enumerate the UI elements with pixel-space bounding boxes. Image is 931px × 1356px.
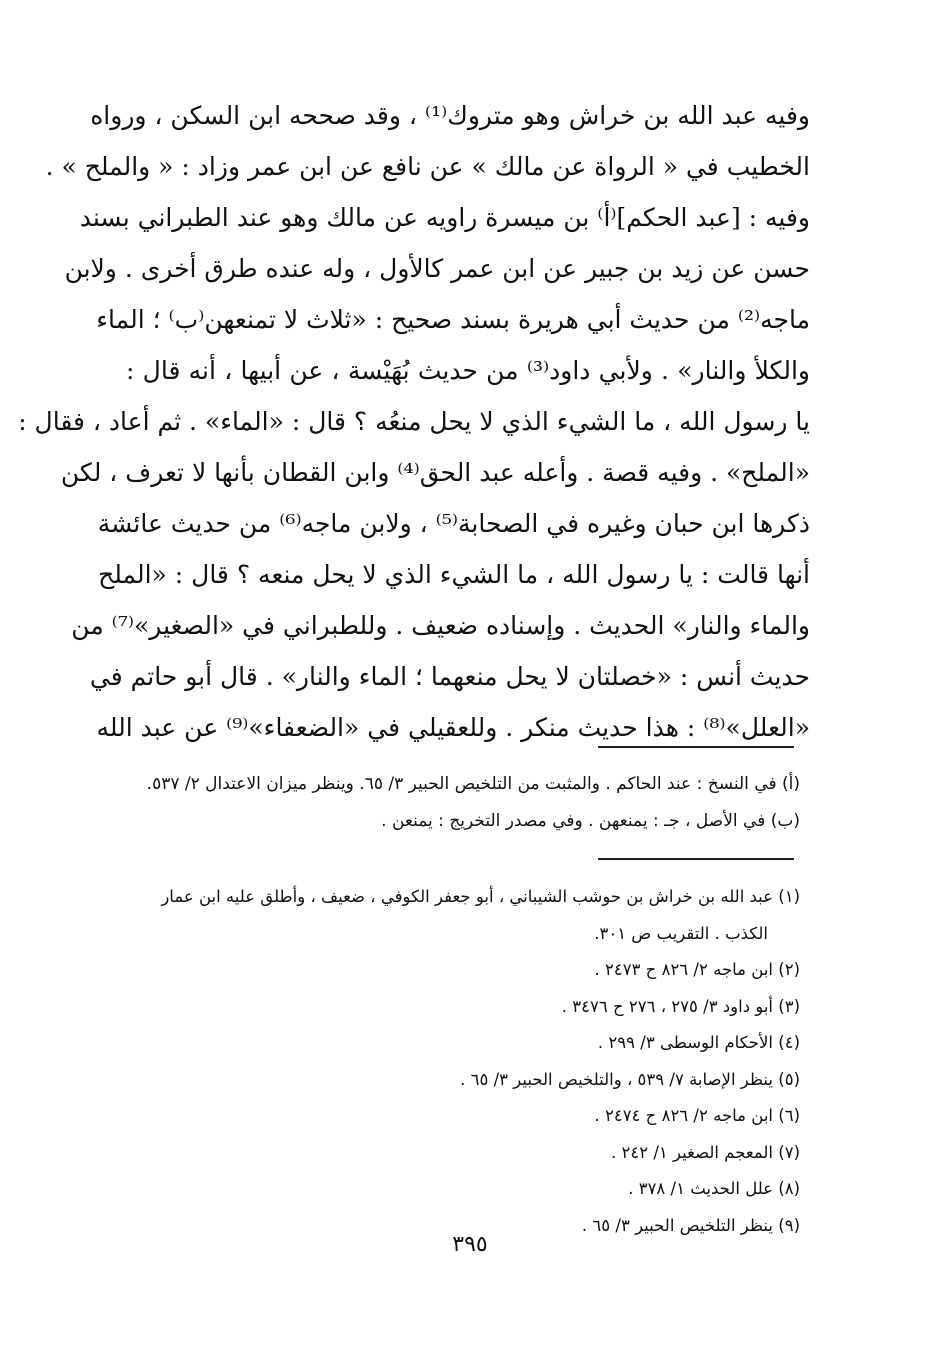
footnote-continuation: الكذب . التقريب ص ٣٠١. [594, 923, 768, 943]
text-line: يا رسول الله ، ما الشيء الذي لا يحل منعُه ؟ قال : «الماء» . ثم أعاد ، فقال : [18, 407, 810, 436]
text-line: حسن عن زيد بن جبير عن ابن عمر كالأول ، وله عنده طرق أخرى . ولابن [64, 254, 810, 283]
editor-note: (أ) في النسخ : عند الحاكم . والمثبت من التلخيص الحبير ٣/ ٦٥. وينظر ميزان الاعتدال ٢/ ٥٣٧. [146, 774, 800, 794]
footnote-divider [598, 858, 794, 860]
page-number: ٣٩٥ [452, 1232, 488, 1257]
footnote: (١) عبد الله بن خراش بن حوشب الشيباني ، أبو جعفر الكوفي ، ضعيف ، وأطلق عليه ابن عمار [161, 887, 800, 906]
footnote: (٩) ينظر التلخيص الحبير ٣/ ٦٥ . [581, 1215, 800, 1235]
footnotes [120, 879, 800, 1244]
footnote: (٢) ابن ماجه ٢/ ٨٢٦ ح ٢٤٧٣ . [594, 960, 800, 979]
footnote: (٥) ينظر الإصابة ٧/ ٥٣٩ ، والتلخيص الحبير ٣/ ٦٥ . [460, 1069, 800, 1089]
footnote: (٦) ابن ماجه ٢/ ٨٢٦ ح ٢٤٧٤ . [594, 1106, 800, 1125]
text-line: ماجه⁽²⁾ من حديث أبي هريرة بسند صحيح : «ثلاث لا تمنعهن⁽ب⁾ ؛ الماء [96, 305, 810, 334]
text-line: أنها قالت : يا رسول الله ، ما الشيء الذي لا يحل منعه ؟ قال : «الملح [98, 560, 810, 589]
footnote: (٧) المعجم الصغير ١/ ٢٤٢ . [611, 1142, 800, 1162]
text-line: والماء والنار» الحديث . وإسناده ضعيف . وللطبراني في «الصغير»⁽⁷⁾ من [71, 611, 810, 640]
text-line: وفيه عبد الله بن خراش وهو متروك⁽¹⁾ ، وقد صححه ابن السكن ، ورواه [90, 101, 810, 130]
footnote: (٤) الأحكام الوسطى ٣/ ٢٩٩ . [597, 1033, 800, 1052]
footnote: (٨) علل الحديث ١/ ٣٧٨ . [628, 1179, 800, 1198]
text-line: وفيه : [عبد الحكم]⁽أ⁾ بن ميسرة راويه عن مالك وهو عند الطبراني بسند [79, 203, 810, 232]
editor-note: (ب) في الأصل ، جـ : يمنعهن . وفي مصدر التخريج : يمنعن . [381, 811, 800, 831]
main-text [18, 90, 811, 753]
text-line: حديث أنس : «خصلتان لا يحل منعهما ؛ الماء والنار» . قال أبو حاتم في [89, 662, 810, 691]
text-line: والكلأ والنار» . ولأبي داود⁽³⁾ من حديث بُهَيْسة ، عن أبيها ، أنه قال : [126, 356, 811, 385]
text-line: الخطيب في « الرواة عن مالك » عن نافع عن ابن عمر وزاد : « والملح » . [45, 152, 810, 181]
text-line: «الملح» . وفيه قصة . وأعله عبد الحق⁽⁴⁾ وابن القطان بأنها لا تعرف ، لكن [60, 458, 810, 487]
text-line: «العلل»⁽⁸⁾ : هذا حديث منكر . وللعقيلي في «الضعفاء»⁽⁹⁾ عن عبد الله [96, 713, 810, 742]
editor-notes [146, 766, 800, 840]
text-line: ذكرها ابن حبان وغيره في الصحابة⁽⁵⁾ ، ولابن ماجه⁽⁶⁾ من حديث عائشة [97, 509, 810, 538]
footnote-divider [598, 746, 794, 748]
footnote: (٣) أبو داود ٣/ ٢٧٥ ، ٢٧٦ ح ٣٤٧٦ . [561, 996, 800, 1016]
